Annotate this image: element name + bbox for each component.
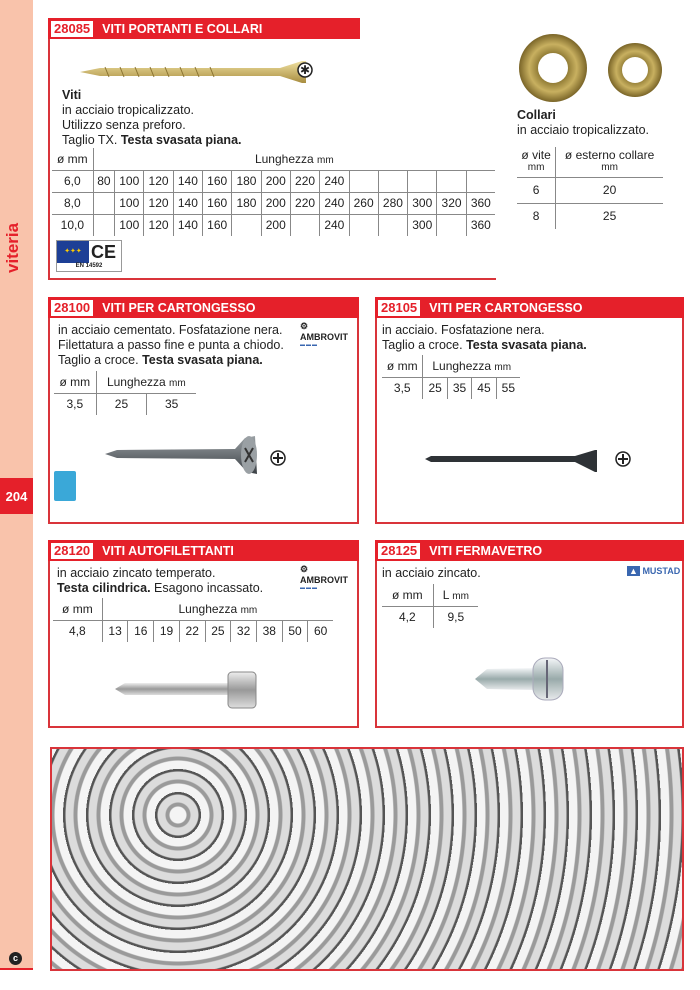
collari-description xyxy=(517,108,649,138)
length-cell: 300 xyxy=(408,192,437,214)
desc-bold: Testa svasata piana. xyxy=(120,133,242,147)
diameter-cell: 6 xyxy=(517,177,556,203)
length-cell: 140 xyxy=(173,214,202,236)
length-table xyxy=(382,584,478,628)
length-cell: 22 xyxy=(179,620,205,642)
desc-line: Taglio a croce. xyxy=(58,353,143,367)
table-header-row xyxy=(382,355,520,377)
length-header: Lunghezza mm xyxy=(93,148,495,170)
eu-cert-logo xyxy=(56,240,122,272)
length-header: L mm xyxy=(433,584,478,606)
section-title: viteria xyxy=(3,222,22,274)
product-header xyxy=(375,540,684,561)
length-cell xyxy=(437,214,466,236)
product-description xyxy=(382,566,481,581)
product-header xyxy=(48,297,359,318)
length-cell: 45 xyxy=(472,377,496,399)
length-cell: 140 xyxy=(173,192,202,214)
length-cell: 180 xyxy=(232,192,261,214)
eu-flag-icon: ✦✦✦ xyxy=(57,241,89,263)
diameter-cell: 4,2 xyxy=(382,606,433,628)
table-header-row xyxy=(53,598,333,620)
length-cell: 25 xyxy=(96,393,147,415)
length-table xyxy=(52,148,495,236)
length-cell xyxy=(349,214,378,236)
desc-line: in acciaio zincato. xyxy=(382,566,481,580)
length-cell: 38 xyxy=(256,620,282,642)
table-row xyxy=(52,192,495,214)
diameter-cell: 3,5 xyxy=(54,393,96,415)
collar-images xyxy=(515,30,675,110)
length-cell: 260 xyxy=(349,192,378,214)
length-cell: 360 xyxy=(466,192,495,214)
length-cell xyxy=(408,170,437,192)
desc-bold: Testa svasata piana. xyxy=(142,353,263,367)
screws-photo xyxy=(50,747,684,971)
table-row xyxy=(52,214,495,236)
length-cell: 13 xyxy=(102,620,128,642)
length-cell xyxy=(93,192,114,214)
length-cell xyxy=(93,214,114,236)
length-table xyxy=(53,598,333,642)
product-code: 28125 xyxy=(378,543,420,559)
product-28105 xyxy=(375,297,684,524)
ambrovit-logo: ⚙ AMBROVIT ▬▬▬ xyxy=(300,321,348,348)
length-cell: 160 xyxy=(203,170,232,192)
length-cell: 9,5 xyxy=(433,606,478,628)
length-cell: 120 xyxy=(144,214,173,236)
desc-line: in acciaio tropicalizzato. xyxy=(517,123,650,137)
drywall-screw-image xyxy=(425,447,625,477)
collari-heading: Collari xyxy=(517,108,556,122)
page-number: 204 xyxy=(0,478,33,514)
table-header-row xyxy=(54,371,196,393)
diameter-header: ø vite mm xyxy=(521,148,551,174)
svg-text:✱: ✱ xyxy=(299,63,311,77)
viti-description xyxy=(62,88,242,148)
product-description xyxy=(382,323,587,353)
length-cell: 100 xyxy=(115,192,144,214)
table-row xyxy=(517,203,663,229)
desc-line: Utilizzo senza preforo. xyxy=(62,118,186,132)
diameter-header: ø mm xyxy=(56,151,88,166)
length-cell: 32 xyxy=(231,620,257,642)
table-row xyxy=(54,393,196,415)
diameter-header: ø mm xyxy=(62,601,93,616)
desc-line: Taglio a croce. xyxy=(382,338,467,352)
length-cell: 35 xyxy=(147,393,196,415)
length-cell: 25 xyxy=(556,203,663,229)
desc-line: Esagono incassato. xyxy=(150,581,264,595)
length-cell: 140 xyxy=(173,170,202,192)
length-cell xyxy=(290,214,319,236)
product-code: 28085 xyxy=(51,21,93,37)
length-cell: 360 xyxy=(466,214,495,236)
length-header: Lunghezza mm xyxy=(102,598,333,620)
product-description xyxy=(58,323,284,368)
diameter-cell: 6,0 xyxy=(52,170,93,192)
product-description xyxy=(57,566,263,596)
length-cell xyxy=(232,214,261,236)
product-28120 xyxy=(48,540,359,728)
length-cell: 80 xyxy=(93,170,114,192)
table-row xyxy=(52,170,495,192)
diameter-cell: 4,8 xyxy=(53,620,102,642)
length-cell xyxy=(437,170,466,192)
length-header: Lunghezza mm xyxy=(423,355,520,377)
length-cell: 160 xyxy=(203,192,232,214)
desc-line: in acciaio tropicalizzato. xyxy=(62,103,195,117)
cert-standard: EN 14592 xyxy=(75,263,103,269)
table-row xyxy=(382,377,520,399)
product-title: VITI PER CARTONGESSO xyxy=(102,300,256,315)
length-cell: 240 xyxy=(320,192,349,214)
length-cell: 55 xyxy=(496,377,520,399)
diameter-cell: 8,0 xyxy=(52,192,93,214)
length-cell: 200 xyxy=(261,214,290,236)
package-box-icon xyxy=(54,471,76,501)
phillips-drive-icon xyxy=(270,450,286,466)
length-cell: 240 xyxy=(320,170,349,192)
product-code: 28105 xyxy=(378,300,420,316)
length-cell: 16 xyxy=(128,620,154,642)
diameter-cell: 8 xyxy=(517,203,556,229)
length-cell: 100 xyxy=(115,214,144,236)
length-table xyxy=(54,371,196,415)
product-title: VITI AUTOFILETTANTI xyxy=(102,543,234,558)
diameter-cell: 3,5 xyxy=(382,377,423,399)
length-cell: 320 xyxy=(437,192,466,214)
length-cell: 220 xyxy=(290,170,319,192)
glazing-screw-image xyxy=(475,654,575,704)
desc-line: in acciaio cementato. Fosfatazione nera. xyxy=(58,323,283,337)
length-cell: 35 xyxy=(447,377,471,399)
length-cell: 120 xyxy=(144,192,173,214)
length-header: ø esterno collare mm xyxy=(556,147,663,177)
ambrovit-logo: ⚙ AMBROVIT ▬▬▬ xyxy=(300,564,348,591)
product-code: 28120 xyxy=(51,543,93,559)
length-cell: 50 xyxy=(282,620,308,642)
product-28100 xyxy=(48,297,359,524)
length-cell: 19 xyxy=(154,620,180,642)
length-cell xyxy=(378,214,407,236)
diameter-header: ø mm xyxy=(392,587,423,602)
product-header xyxy=(48,540,359,561)
length-cell: 60 xyxy=(308,620,333,642)
product-header xyxy=(375,297,684,318)
table-header-row xyxy=(52,148,495,170)
product-title: VITI PORTANTI E COLLARI xyxy=(102,21,263,36)
desc-bold: Testa svasata piana. xyxy=(466,338,587,352)
table-row xyxy=(382,606,478,628)
table-header-row xyxy=(517,147,663,177)
desc-line: Taglio TX. xyxy=(62,133,121,147)
product-header xyxy=(48,18,360,39)
length-cell xyxy=(466,170,495,192)
diameter-cell: 10,0 xyxy=(52,214,93,236)
length-cell: 25 xyxy=(205,620,231,642)
diameter-header: ø mm xyxy=(386,358,418,373)
torx-drive-icon xyxy=(297,62,313,78)
table-header-row xyxy=(382,584,478,606)
product-title: VITI FERMAVETRO xyxy=(429,543,543,558)
length-cell: 20 xyxy=(556,177,663,203)
product-28085 xyxy=(48,18,496,280)
table-row xyxy=(53,620,333,642)
ce-mark: CE xyxy=(91,242,117,262)
length-cell: 25 xyxy=(423,377,447,399)
length-cell: 120 xyxy=(144,170,173,192)
diameter-header: ø mm xyxy=(59,374,91,389)
length-cell: 280 xyxy=(378,192,407,214)
desc-line: in acciaio zincato temperato. xyxy=(57,566,216,580)
product-title: VITI PER CARTONGESSO xyxy=(429,300,583,315)
desc-line: in acciaio. Fosfatazione nera. xyxy=(382,323,545,337)
length-table xyxy=(382,355,520,399)
mustad-logo: ▲ MUSTAD xyxy=(629,566,681,576)
length-cell: 180 xyxy=(232,170,261,192)
length-cell: 220 xyxy=(290,192,319,214)
length-cell: 300 xyxy=(408,214,437,236)
table-row xyxy=(517,177,663,203)
length-cell: 240 xyxy=(320,214,349,236)
length-cell xyxy=(349,170,378,192)
length-cell: 200 xyxy=(261,170,290,192)
socket-cap-screw-image xyxy=(115,667,265,712)
product-code: 28100 xyxy=(51,300,93,316)
length-cell: 100 xyxy=(115,170,144,192)
length-header: Lunghezza mm xyxy=(96,371,196,393)
copyright-icon: c xyxy=(9,952,22,965)
drywall-screw-image xyxy=(105,434,295,479)
length-cell: 160 xyxy=(203,214,232,236)
viti-heading: Viti xyxy=(62,88,82,102)
desc-bold: Testa cilindrica. xyxy=(57,581,151,595)
desc-line: Filettatura a passo fine e punta a chiodo. xyxy=(58,338,284,352)
collari-table xyxy=(517,147,663,229)
length-cell: 200 xyxy=(261,192,290,214)
phillips-drive-icon xyxy=(615,451,631,467)
length-cell xyxy=(378,170,407,192)
product-28125 xyxy=(375,540,684,728)
